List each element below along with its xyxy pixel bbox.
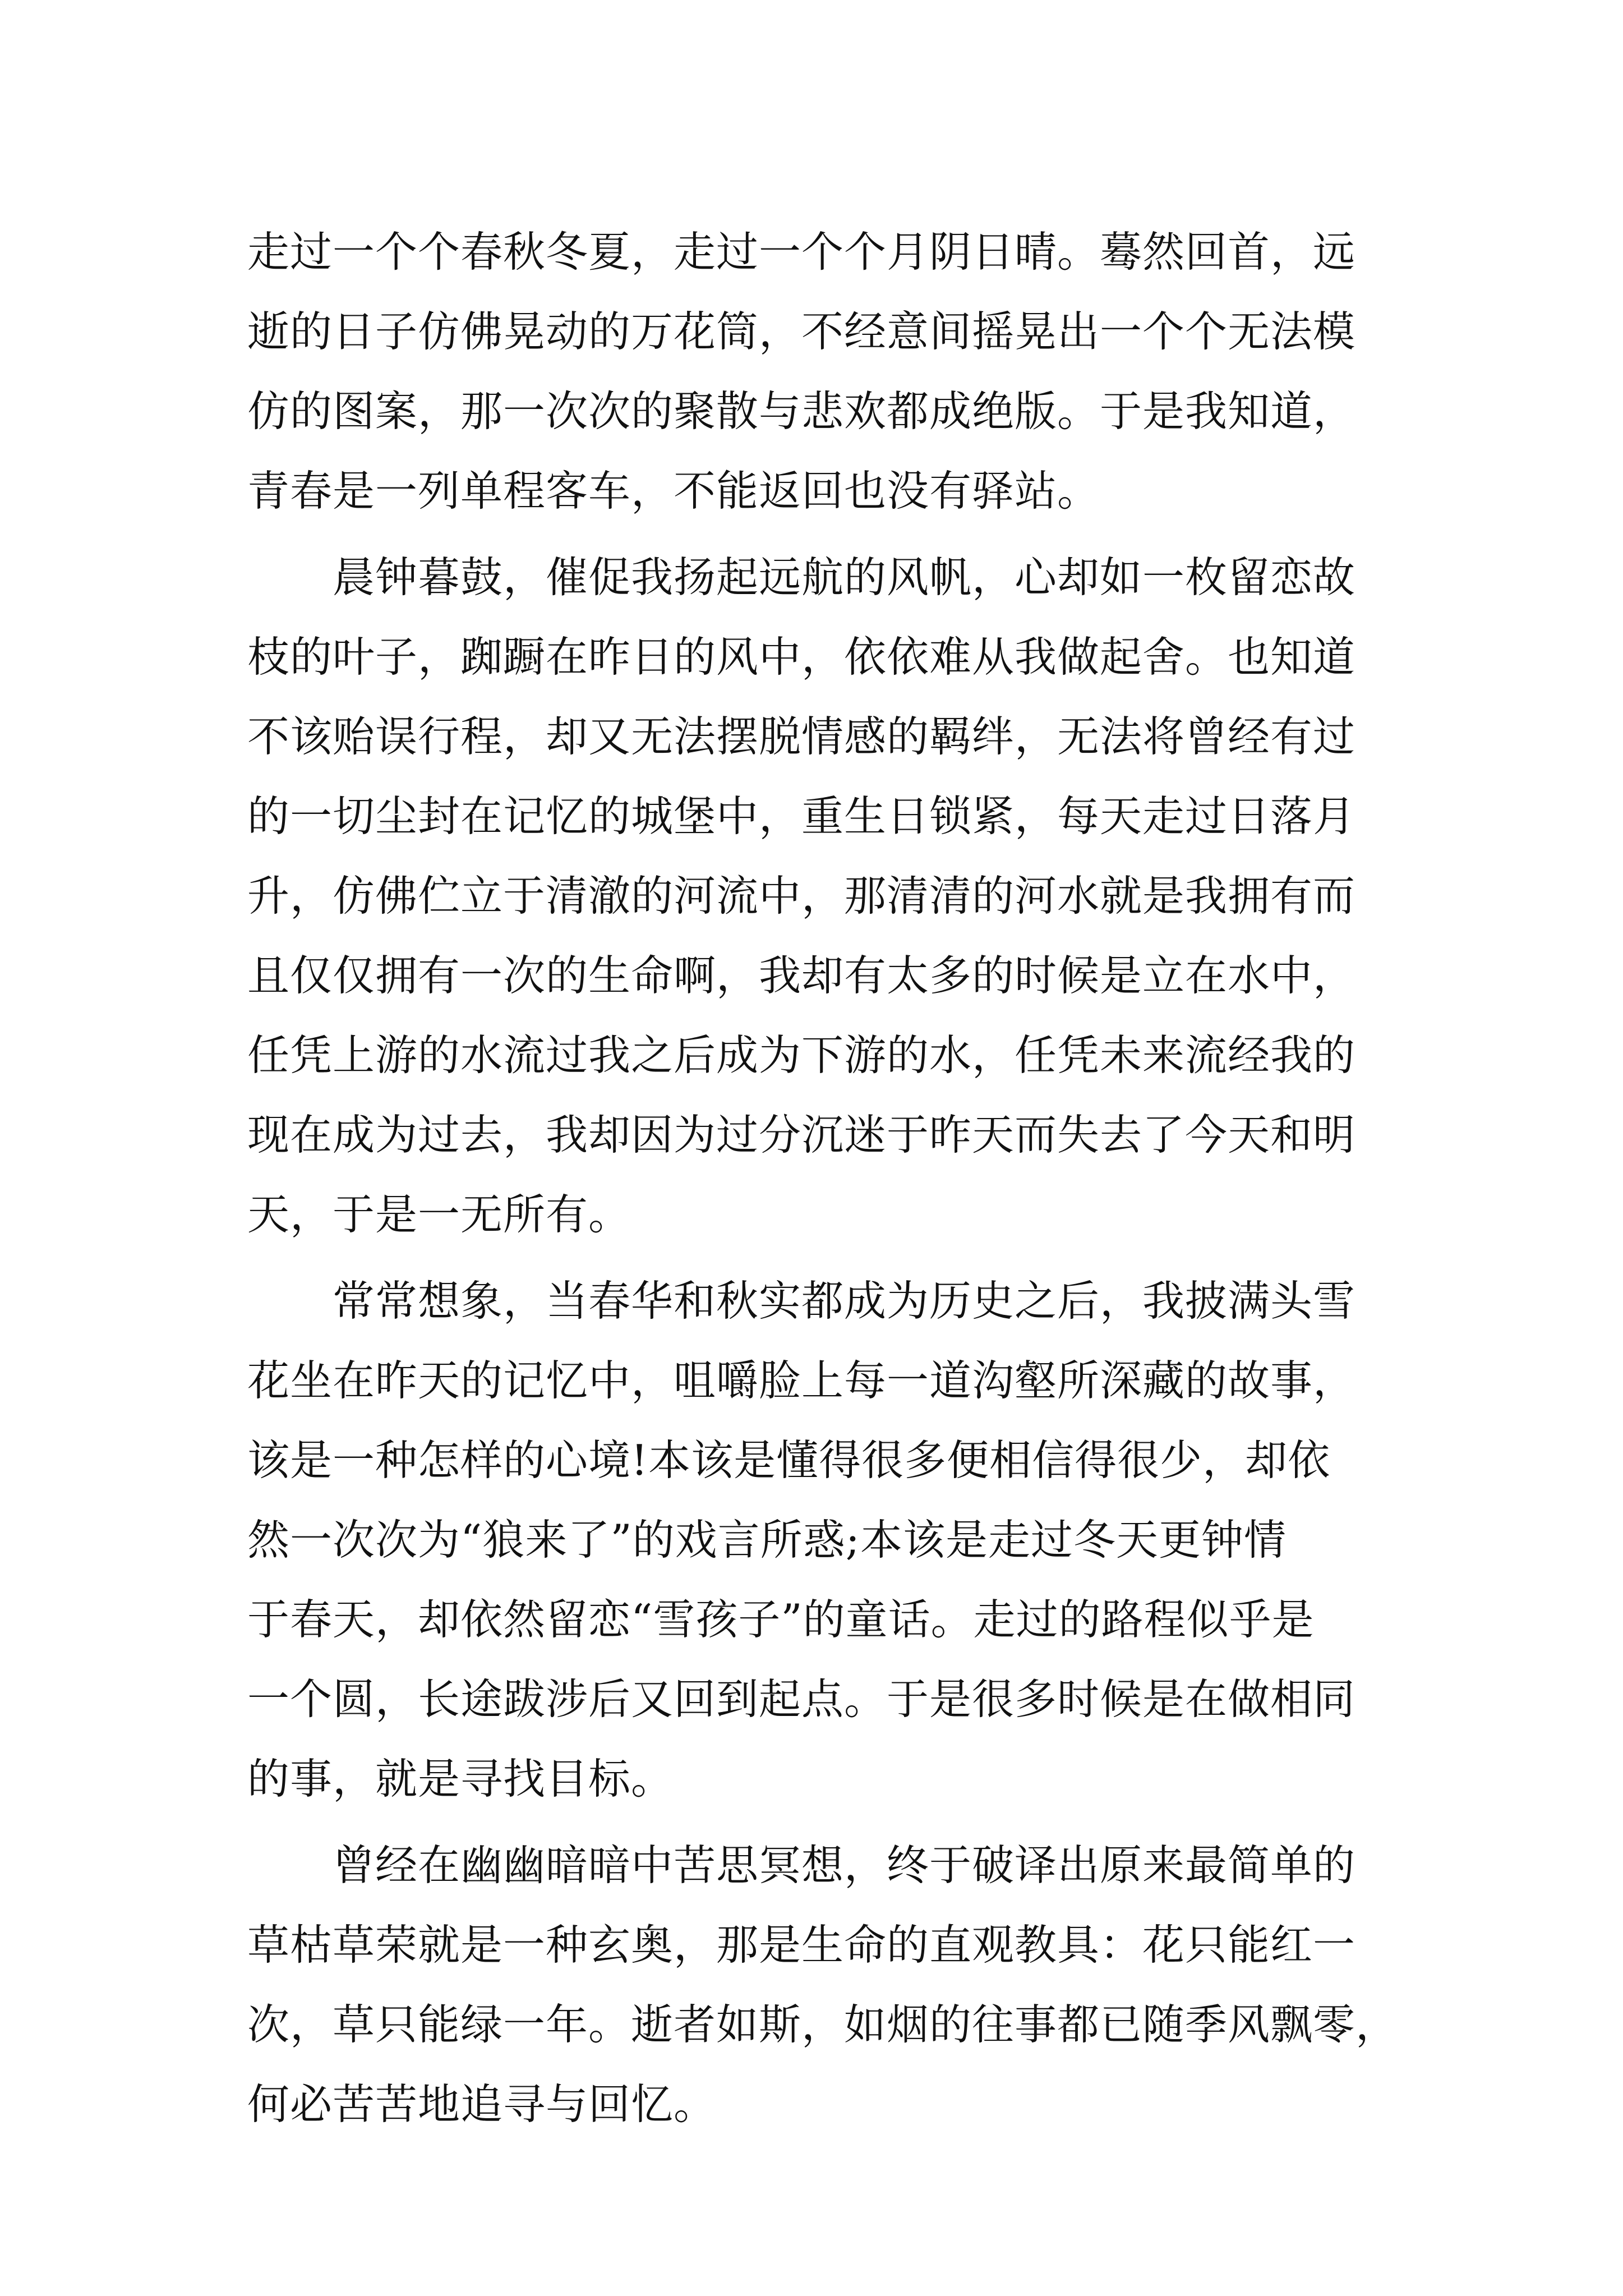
text-line: 一个圆，长途跋涉后又回到起点。于是很多时候是在做相同 bbox=[247, 1674, 1356, 1724]
paragraph-3 bbox=[247, 1261, 1391, 1819]
paragraph-2 bbox=[247, 537, 1391, 1254]
text-line: 仿的图案，那一次次的聚散与悲欢都成绝版。于是我知道， bbox=[247, 386, 1356, 436]
text-line: 天，于是一无所有。 bbox=[247, 1190, 631, 1239]
text-line: 曾经在幽幽暗暗中苦思冥想，终于破译出原来最简单的 bbox=[247, 1841, 1356, 1890]
text-line: 青春是一列单程客车，不能返回也没有驿站。 bbox=[247, 466, 1100, 516]
text-line: 现在成为过去，我却因为过分沉迷于昨天而失去了今天和明 bbox=[247, 1110, 1356, 1159]
text-line: 次，草只能绿一年。逝者如斯，如烟的往事都已随季风飘零， bbox=[247, 2000, 1399, 2049]
text-line: 该是一种怎样的心境!本该是懂得很多便相信得很少，却依 bbox=[247, 1435, 1331, 1485]
document-body bbox=[247, 212, 1399, 2144]
text-line: 常常想象，当春华和秋实都成为历史之后，我披满头雪 bbox=[247, 1276, 1356, 1326]
text-line: 晨钟暮鼓，催促我扬起远航的风帆，心却如一枚留恋故 bbox=[247, 553, 1356, 602]
text-line: 枝的叶子，踟蹰在昨日的风中，依依难从我做起舍。也知道 bbox=[247, 632, 1356, 682]
text-line: 任凭上游的水流过我之后成为下游的水，任凭未来流经我的 bbox=[247, 1030, 1356, 1080]
text-line: 升，仿佛伫立于清澈的河流中，那清清的河水就是我拥有而 bbox=[247, 871, 1356, 921]
paragraph-gap bbox=[247, 1254, 1391, 1261]
text-line: 花坐在昨天的记忆中，咀嚼脸上每一道沟壑所深藏的故事， bbox=[247, 1356, 1356, 1405]
text-line: 逝的日子仿佛晃动的万花筒，不经意间摇晃出一个个无法模 bbox=[247, 307, 1356, 356]
text-line: 何必苦苦地追寻与回忆。 bbox=[247, 2079, 717, 2129]
text-line: 于春天，却依然留恋“雪孩子”的童话。走过的路程似乎是 bbox=[247, 1595, 1315, 1644]
text-line: 的一切尘封在记忆的城堡中，重生日锁紧，每天走过日落月 bbox=[247, 792, 1356, 841]
text-line: 草枯草荣就是一种玄奥，那是生命的直观教具：花只能红一 bbox=[247, 1920, 1356, 1970]
text-line: 走过一个个春秋冬夏，走过一个个月阴日晴。蓦然回首，远 bbox=[247, 227, 1356, 277]
text-line: 然一次次为“狼来了”的戏言所惑;本该是走过冬天更钟情 bbox=[247, 1515, 1287, 1565]
paragraph-1 bbox=[247, 212, 1391, 531]
paragraph-gap bbox=[247, 1819, 1391, 1825]
text-line: 且仅仅拥有一次的生命啊，我却有太多的时候是立在水中， bbox=[247, 951, 1356, 1000]
text-line: 的事，就是寻找目标。 bbox=[247, 1754, 674, 1803]
text-line: 不该贻误行程，却又无法摆脱情感的羁绊，无法将曾经有过 bbox=[247, 712, 1356, 761]
paragraph-4 bbox=[247, 1825, 1399, 2144]
paragraph-gap bbox=[247, 531, 1391, 537]
